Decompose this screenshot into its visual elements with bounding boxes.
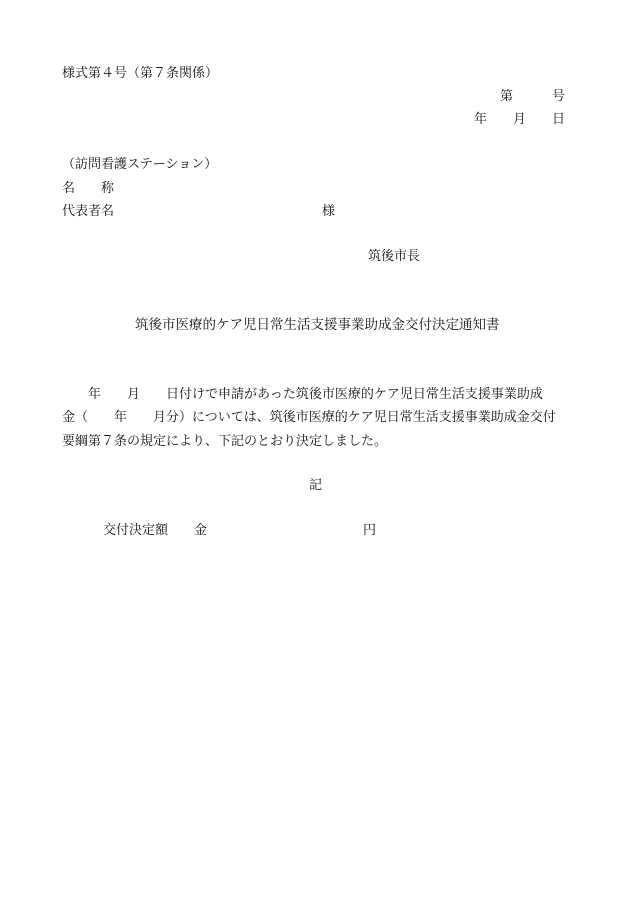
document-title: 筑後市医療的ケア児日常生活支援事業助成金交付決定通知書 <box>135 317 500 333</box>
document-number-label: 第 号 <box>500 89 566 104</box>
form-number: 様式第４号（第７条関係） <box>62 66 219 81</box>
note-heading: 記 <box>309 478 323 493</box>
body-text-line-1: 年 月 日付けで申請があった筑後市医療的ケア児日常生活支援事業助成 <box>62 387 543 402</box>
body-text-line-2: 金（ 年 月分）については、筑後市医療的ケア児日常生活支援事業助成金交付 <box>62 410 556 425</box>
grant-amount-line: 交付決定額 金 円 <box>103 523 377 538</box>
recipient-organization-type: （訪問看護ステーション） <box>62 157 218 172</box>
sender-mayor: 筑後市長 <box>368 249 421 264</box>
recipient-name-label: 名 称 <box>62 181 115 196</box>
body-text-line-3: 要綱第７条の規定により、下記のとおり決定しました。 <box>62 434 388 449</box>
document-date-label: 年 月 日 <box>474 112 566 127</box>
recipient-representative-line: 代表者名 様 <box>62 204 336 219</box>
